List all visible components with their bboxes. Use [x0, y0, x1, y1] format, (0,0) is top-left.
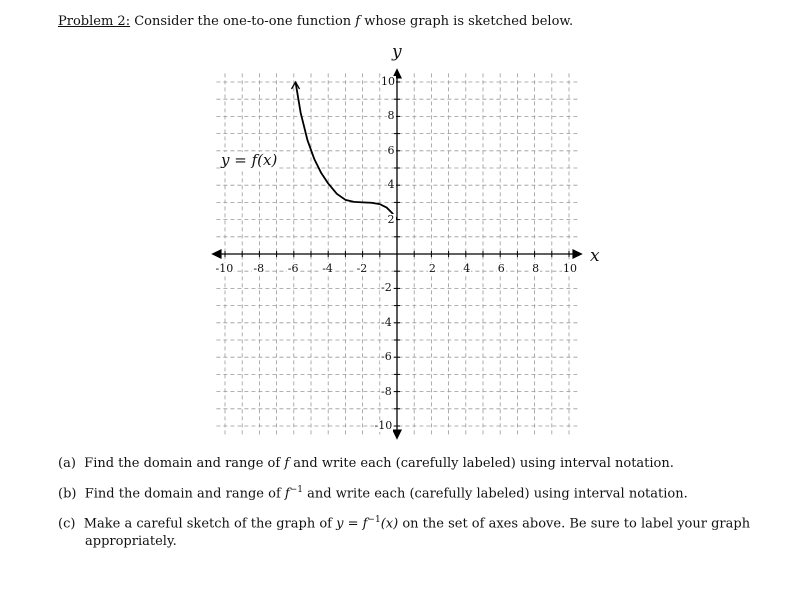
- part-text: and write each (carefully labeled) using interval notation.: [302, 486, 688, 502]
- curve-label: y = f(x): [221, 151, 278, 169]
- y-tick-label: -10: [374, 419, 393, 432]
- part-text: and write each (carefully labeled) using interval notation.: [289, 456, 674, 471]
- superscript: −1: [367, 515, 381, 525]
- y-tick-label: 6: [387, 143, 395, 157]
- x-tick-label: 10: [563, 262, 577, 275]
- function-symbol: f: [355, 14, 361, 29]
- x-tick-label: -6: [287, 262, 299, 275]
- x-tick-label: -10: [215, 262, 234, 275]
- y-tick-label: -6: [381, 350, 392, 364]
- y-tick-label: 8: [387, 109, 395, 123]
- part-text: Find the domain and range of: [84, 456, 285, 471]
- y-tick-label: 4: [387, 178, 395, 192]
- part-a: [58, 456, 674, 471]
- x-tick-label: -4: [322, 262, 333, 275]
- y-tick-label: 2: [387, 212, 395, 226]
- function-symbol: f: [284, 486, 290, 502]
- part-text: Make a careful sketch of the graph of: [83, 516, 337, 532]
- x-tick-label: 8: [532, 262, 540, 275]
- part-tag: (a): [58, 456, 76, 471]
- x-tick-label: -2: [356, 262, 368, 275]
- x-axis-right-arrow-icon: [572, 249, 582, 259]
- x-tick-label: -8: [253, 262, 265, 275]
- x-axis-left-arrow-icon: [211, 249, 221, 259]
- y-axis-label: y: [392, 42, 402, 62]
- x-tick-label: 4: [463, 262, 471, 275]
- part-c-continued: appropriately.: [85, 534, 177, 549]
- part-text: Find the domain and range of: [84, 486, 285, 502]
- part-b: [58, 485, 688, 501]
- y-axis-down-arrow-icon: [392, 429, 402, 439]
- problem-label: Problem 2:: [58, 14, 131, 29]
- part-c: [58, 515, 750, 531]
- x-axis-label: x: [590, 246, 600, 266]
- y-tick-label: -8: [381, 384, 392, 398]
- equation: y = f: [336, 516, 368, 532]
- x-tick-label: 2: [428, 262, 436, 275]
- function-symbol: f: [284, 456, 290, 471]
- problem-text: whose graph is sketched below.: [360, 14, 574, 29]
- y-tick-label: 10: [381, 75, 395, 88]
- equation: (x): [380, 516, 399, 532]
- problem-text: Consider the one-to-one function: [130, 14, 356, 29]
- part-tag: (c): [58, 516, 76, 532]
- part-text: on the set of axes above. Be sure to label your graph: [398, 516, 751, 532]
- part-tag: (b): [58, 486, 77, 502]
- x-tick-label: 6: [497, 262, 505, 275]
- y-tick-label: -2: [381, 281, 392, 295]
- superscript: −1: [289, 485, 303, 495]
- y-tick-label: -4: [381, 315, 392, 329]
